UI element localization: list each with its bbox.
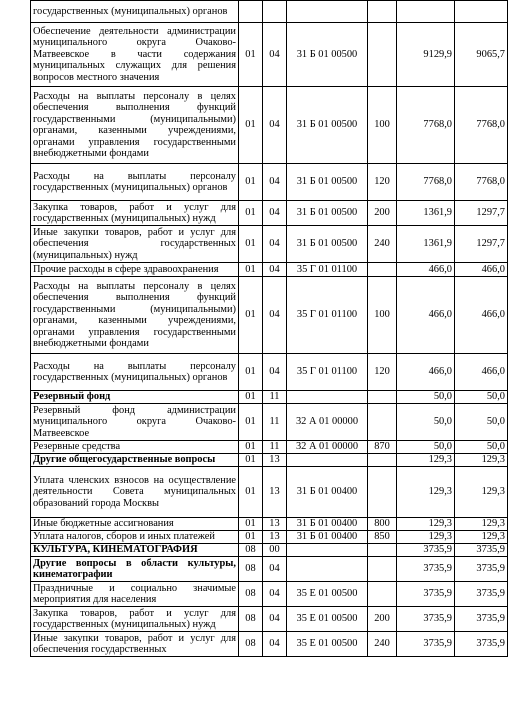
table-row	[31, 467, 508, 518]
amount-planned-cell: 466,0	[397, 263, 455, 277]
expense-type-cell	[368, 557, 397, 582]
expense-type-cell	[368, 404, 397, 441]
subsection-code-cell: 13	[263, 454, 287, 467]
expense-type-cell: 100	[368, 277, 397, 354]
subsection-code-cell: 11	[263, 441, 287, 454]
subsection-code-cell: 04	[263, 164, 287, 201]
table-row	[31, 607, 508, 632]
target-article-cell: 35 Е 01 00500	[287, 632, 368, 657]
subsection-code-cell: 13	[263, 531, 287, 544]
section-code-cell: 01	[239, 263, 263, 277]
amount-actual-cell: 7768,0	[455, 164, 508, 201]
expense-name-cell: Закупка товаров, работ и услуг для государственных (муниципальных) нужд	[31, 607, 239, 632]
target-article-cell	[287, 557, 368, 582]
expense-type-cell: 870	[368, 441, 397, 454]
section-code-cell	[239, 1, 263, 23]
amount-actual-cell: 129,3	[455, 467, 508, 518]
section-code-cell: 01	[239, 226, 263, 263]
expense-type-cell	[368, 23, 397, 87]
expense-type-cell	[368, 263, 397, 277]
subsection-code-cell: 04	[263, 557, 287, 582]
table-row	[31, 454, 508, 467]
target-article-cell: 35 Г 01 01100	[287, 354, 368, 391]
section-code-cell: 01	[239, 404, 263, 441]
subsection-code-cell: 04	[263, 23, 287, 87]
amount-actual-cell: 466,0	[455, 354, 508, 391]
amount-actual-cell: 50,0	[455, 404, 508, 441]
subsection-code-cell: 13	[263, 518, 287, 531]
section-code-cell: 01	[239, 531, 263, 544]
table-row	[31, 557, 508, 582]
expense-type-cell: 850	[368, 531, 397, 544]
amount-actual-cell: 9065,7	[455, 23, 508, 87]
section-code-cell: 08	[239, 582, 263, 607]
expense-type-cell: 200	[368, 607, 397, 632]
amount-actual-cell: 7768,0	[455, 87, 508, 164]
section-code-cell: 01	[239, 518, 263, 531]
subsection-code-cell: 04	[263, 632, 287, 657]
expense-type-cell	[368, 544, 397, 557]
amount-actual-cell: 50,0	[455, 441, 508, 454]
expense-type-cell: 200	[368, 201, 397, 226]
expense-type-cell	[368, 467, 397, 518]
section-code-cell: 08	[239, 632, 263, 657]
amount-planned-cell: 3735,9	[397, 557, 455, 582]
amount-actual-cell: 3735,9	[455, 632, 508, 657]
target-article-cell	[287, 1, 368, 23]
expense-type-cell: 120	[368, 164, 397, 201]
section-code-cell: 08	[239, 544, 263, 557]
amount-planned-cell: 9129,9	[397, 23, 455, 87]
section-code-cell: 01	[239, 454, 263, 467]
section-code-cell: 01	[239, 23, 263, 87]
expense-name-cell: Другие общегосударственные вопросы	[31, 454, 239, 467]
expense-type-cell	[368, 391, 397, 404]
amount-planned-cell: 1361,9	[397, 226, 455, 263]
section-code-cell: 01	[239, 164, 263, 201]
budget-table	[30, 0, 508, 657]
expense-type-cell: 800	[368, 518, 397, 531]
expense-name-cell: Резервный фонд	[31, 391, 239, 404]
amount-planned-cell: 129,3	[397, 454, 455, 467]
section-code-cell: 01	[239, 354, 263, 391]
target-article-cell: 31 Б 01 00400	[287, 518, 368, 531]
table-row	[31, 1, 508, 23]
expense-type-cell: 120	[368, 354, 397, 391]
table-row	[31, 226, 508, 263]
expense-name-cell: Резервные средства	[31, 441, 239, 454]
table-row	[31, 201, 508, 226]
amount-actual-cell: 466,0	[455, 263, 508, 277]
amount-planned-cell: 50,0	[397, 441, 455, 454]
table-row	[31, 404, 508, 441]
expense-name-cell: Расходы на выплаты персоналу в целях обеспечения выполнения функций государственными (муниципальными) органами, казенными учреждениями, органами управления государственными внебюджетными фондами	[31, 87, 239, 164]
table-row	[31, 441, 508, 454]
table-row	[31, 632, 508, 657]
subsection-code-cell: 13	[263, 467, 287, 518]
expense-name-cell: Закупка товаров, работ и услуг для государственных (муниципальных) нужд	[31, 201, 239, 226]
amount-actual-cell: 1297,7	[455, 201, 508, 226]
expense-type-cell: 240	[368, 632, 397, 657]
section-code-cell: 01	[239, 201, 263, 226]
amount-planned-cell: 50,0	[397, 404, 455, 441]
table-row	[31, 582, 508, 607]
expense-name-cell: Расходы на выплаты персоналу в целях обеспечения выполнения функций государственными (муниципальными) органами, казенными учреждениями, органами управления государственными внебюджетными фондами	[31, 277, 239, 354]
target-article-cell: 31 Б 01 00400	[287, 531, 368, 544]
amount-planned-cell: 50,0	[397, 391, 455, 404]
subsection-code-cell: 04	[263, 354, 287, 391]
amount-planned-cell: 3735,9	[397, 632, 455, 657]
subsection-code-cell: 04	[263, 277, 287, 354]
section-code-cell: 08	[239, 607, 263, 632]
table-row	[31, 518, 508, 531]
expense-name-cell: Иные закупки товаров, работ и услуг для обеспечения государственных	[31, 632, 239, 657]
target-article-cell: 31 Б 01 00500	[287, 201, 368, 226]
expense-name-cell: государственных (муниципальных) органов	[31, 1, 239, 23]
target-article-cell: 31 Б 01 00500	[287, 23, 368, 87]
subsection-code-cell: 04	[263, 226, 287, 263]
subsection-code-cell: 11	[263, 404, 287, 441]
amount-actual-cell: 3735,9	[455, 557, 508, 582]
section-code-cell: 01	[239, 391, 263, 404]
expense-name-cell: Праздничные и социально значимые мероприятия для населения	[31, 582, 239, 607]
amount-actual-cell: 3735,9	[455, 607, 508, 632]
section-code-cell: 01	[239, 87, 263, 164]
target-article-cell: 35 Е 01 00500	[287, 607, 368, 632]
subsection-code-cell: 00	[263, 544, 287, 557]
expense-name-cell: Иные закупки товаров, работ и услуг для обеспечения государственных (муниципальных) нужд	[31, 226, 239, 263]
expense-name-cell: Уплата налогов, сборов и иных платежей	[31, 531, 239, 544]
subsection-code-cell: 04	[263, 607, 287, 632]
subsection-code-cell: 04	[263, 201, 287, 226]
amount-actual-cell: 50,0	[455, 391, 508, 404]
expense-name-cell: Резервный фонд администрации муниципального округа Очаково-Матвеевское	[31, 404, 239, 441]
amount-planned-cell: 129,3	[397, 518, 455, 531]
amount-planned-cell	[397, 1, 455, 23]
amount-planned-cell: 129,3	[397, 467, 455, 518]
budget-table-body	[31, 1, 508, 657]
expense-name-cell: Иные бюджетные ассигнования	[31, 518, 239, 531]
amount-planned-cell: 3735,9	[397, 582, 455, 607]
subsection-code-cell: 11	[263, 391, 287, 404]
amount-actual-cell	[455, 1, 508, 23]
amount-planned-cell: 7768,0	[397, 87, 455, 164]
target-article-cell: 32 А 01 00000	[287, 404, 368, 441]
amount-actual-cell: 3735,9	[455, 544, 508, 557]
expense-type-cell	[368, 1, 397, 23]
expense-name-cell: Обеспечение деятельности администрации муниципального округа Очаково-Матвеевское в части содержания муниципальных служащих для решения вопросов местного значения	[31, 23, 239, 87]
table-row	[31, 277, 508, 354]
amount-actual-cell: 3735,9	[455, 582, 508, 607]
expense-name-cell: Расходы на выплаты персоналу государственных (муниципальных) органов	[31, 354, 239, 391]
expense-type-cell: 240	[368, 226, 397, 263]
amount-planned-cell: 466,0	[397, 354, 455, 391]
target-article-cell: 35 Г 01 01100	[287, 277, 368, 354]
expense-type-cell	[368, 454, 397, 467]
expense-name-cell: Прочие расходы в сфере здравоохранения	[31, 263, 239, 277]
amount-planned-cell: 3735,9	[397, 544, 455, 557]
subsection-code-cell: 04	[263, 263, 287, 277]
table-row	[31, 23, 508, 87]
amount-actual-cell: 129,3	[455, 454, 508, 467]
target-article-cell: 31 Б 01 00500	[287, 226, 368, 263]
table-row	[31, 531, 508, 544]
target-article-cell	[287, 454, 368, 467]
amount-actual-cell: 129,3	[455, 531, 508, 544]
table-row	[31, 544, 508, 557]
target-article-cell: 31 Б 01 00400	[287, 467, 368, 518]
amount-planned-cell: 1361,9	[397, 201, 455, 226]
expense-type-cell	[368, 582, 397, 607]
table-row	[31, 164, 508, 201]
subsection-code-cell	[263, 1, 287, 23]
target-article-cell: 35 Е 01 00500	[287, 582, 368, 607]
amount-planned-cell: 3735,9	[397, 607, 455, 632]
table-row	[31, 87, 508, 164]
amount-planned-cell: 7768,0	[397, 164, 455, 201]
target-article-cell: 31 Б 01 00500	[287, 164, 368, 201]
amount-actual-cell: 1297,7	[455, 226, 508, 263]
expense-name-cell: Уплата членских взносов на осуществление деятельности Совета муниципальных образований города Москвы	[31, 467, 239, 518]
expense-name-cell: Расходы на выплаты персоналу государственных (муниципальных) органов	[31, 164, 239, 201]
expense-name-cell: КУЛЬТУРА, КИНЕМАТОГРАФИЯ	[31, 544, 239, 557]
budget-table-page	[30, 0, 507, 657]
target-article-cell	[287, 544, 368, 557]
amount-planned-cell: 466,0	[397, 277, 455, 354]
amount-planned-cell: 129,3	[397, 531, 455, 544]
expense-name-cell: Другие вопросы в области культуры, кинематографии	[31, 557, 239, 582]
table-row	[31, 263, 508, 277]
expense-type-cell: 100	[368, 87, 397, 164]
table-row	[31, 391, 508, 404]
amount-actual-cell: 129,3	[455, 518, 508, 531]
target-article-cell: 31 Б 01 00500	[287, 87, 368, 164]
target-article-cell: 32 А 01 00000	[287, 441, 368, 454]
amount-actual-cell: 466,0	[455, 277, 508, 354]
table-row	[31, 354, 508, 391]
target-article-cell	[287, 391, 368, 404]
section-code-cell: 01	[239, 467, 263, 518]
section-code-cell: 08	[239, 557, 263, 582]
section-code-cell: 01	[239, 277, 263, 354]
target-article-cell: 35 Г 01 01100	[287, 263, 368, 277]
subsection-code-cell: 04	[263, 87, 287, 164]
section-code-cell: 01	[239, 441, 263, 454]
subsection-code-cell: 04	[263, 582, 287, 607]
